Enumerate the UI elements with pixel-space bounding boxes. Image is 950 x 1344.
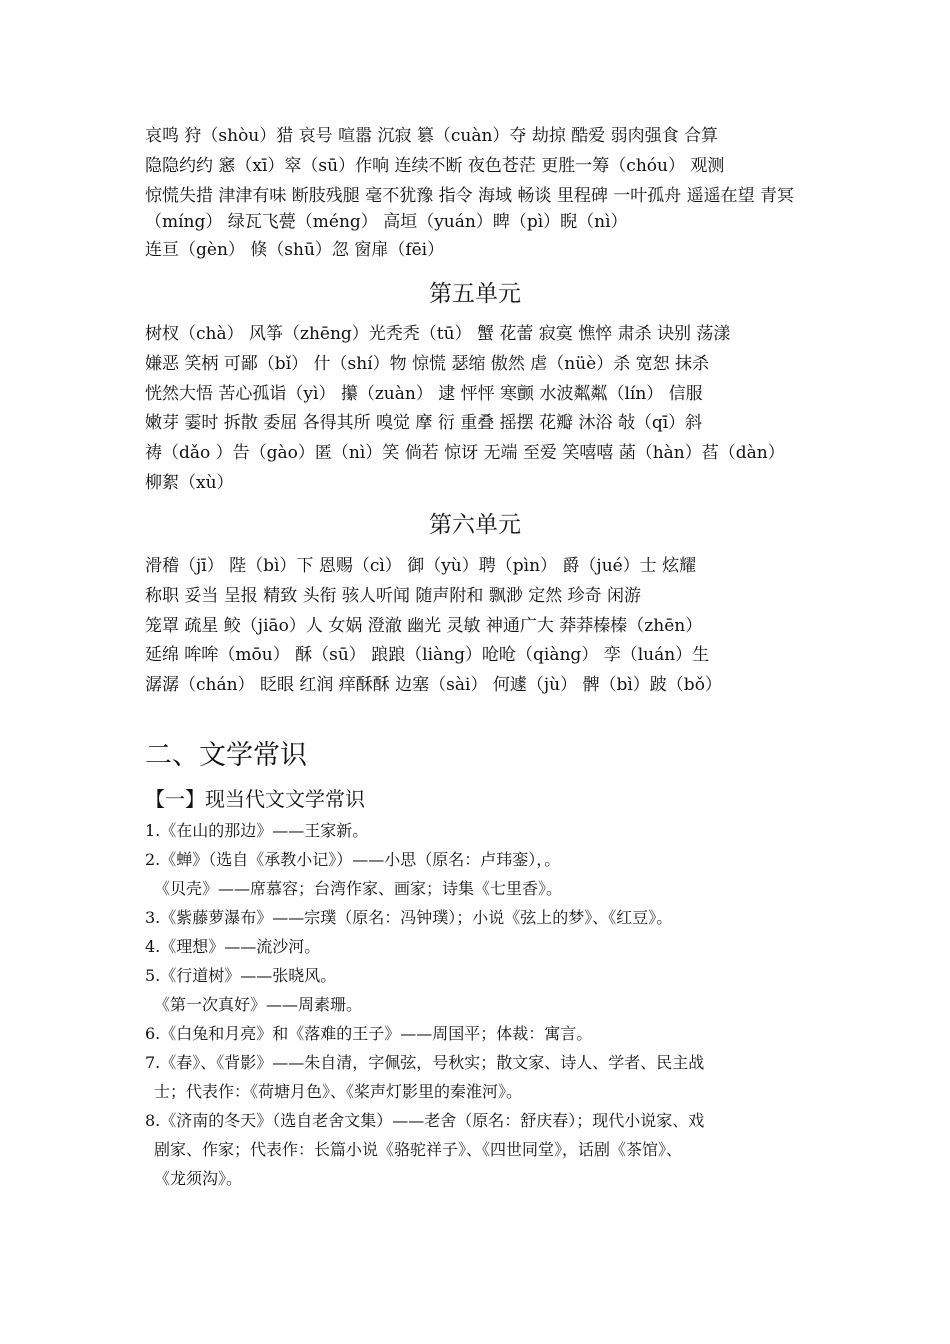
unit6-title: 第六单元 bbox=[429, 512, 521, 538]
literature-item: 《贝壳》——席慕容；台湾作家、画家；诗集《七里香》。 bbox=[154, 879, 563, 898]
literature-item: 7.《春》、《背影》——朱自清，字佩弦，号秋实；散文家、诗人、学者、民主战 士；代表作：《荷塘月色》、《桨声灯影里的秦淮河》。 bbox=[145, 1053, 705, 1101]
unit5-line: 嫩芽 霎时 拆散 委屈 各得其所 嗅觉 摩 衍 重叠 摇摆 花瓣 沐浴 敧（qī）斜 bbox=[145, 413, 703, 433]
vocab-line: 隐隐约约 窸（xī）窣（sū）作响 连续不断 夜色苍茫 更胜一筹（chóu） 观测 bbox=[145, 156, 725, 176]
literature-item: 2.《蝉》（选自《承教小记》）——小思（原名：卢玮銮），。 bbox=[145, 850, 561, 869]
literature-item: 5.《行道树》——张晓风。 bbox=[145, 966, 337, 985]
unit5-line: 柳絮（xù） bbox=[145, 473, 234, 493]
unit6-line: 笼罩 疏星 鲛（jiāo）人 女娲 澄澈 幽光 灵敏 神通广大 莽莽榛榛（zhēn） bbox=[145, 616, 703, 636]
literature-item: 《龙须沟》。 bbox=[154, 1169, 243, 1188]
literature-list bbox=[145, 816, 810, 1193]
literature-item: 6.《白兔和月亮》和《落难的王子》——周国平；体裁：寓言。 bbox=[145, 1024, 593, 1043]
vocab-line: 惊慌失措 津津有味 断肢残腿 毫不犹豫 指令 海域 畅谈 里程碑 一叶孤舟 遥遥在望 青冥（míng） 绿瓦飞甍（méng） 高垣（yuán）睥（pì）睨（nì） bbox=[145, 186, 795, 232]
literature-item: 3.《紫藤萝瀑布》——宗璞（原名：冯钟璞）；小说《弦上的梦》、《红豆》。 bbox=[145, 908, 673, 927]
literature-item: 4.《理想》——流沙河。 bbox=[145, 937, 321, 956]
unit5-title: 第五单元 bbox=[429, 281, 521, 307]
unit5-line: 树杈（chà） 风筝（zhēng）光秃秃（tū） 蟹 花蕾 寂寞 憔悴 肃杀 诀别 荡漾 bbox=[145, 324, 731, 344]
unit5-line: 祷（dǎo ）告（gào）匿（nì）笑 倘若 惊讶 无端 至爱 笑嘻嘻 菡（hàn）萏（dàn） bbox=[145, 443, 785, 463]
unit5-line: 嫌恶 笑柄 可鄙（bǐ） 什（shí）物 惊慌 瑟缩 傲然 虐（nüè）杀 宽恕 抹杀 bbox=[145, 354, 710, 374]
unit5-line: 恍然大悟 苦心孤诣（yì） 攥（zuàn） 逮 怦怦 寒颤 水波粼粼（lín） 信服 bbox=[145, 384, 703, 404]
unit6-line: 称职 妥当 呈报 精致 头衔 骇人听闻 随声附和 飘渺 定然 珍奇 闲游 bbox=[145, 586, 642, 606]
unit6-line: 潺潺（chán） 眨眼 红润 痒酥酥 边塞（sài） 何遽（jù） 髀（bì）跛（bǒ） bbox=[145, 675, 722, 695]
unit6-line: 滑稽（jī） 陛（bì）下 恩赐（cì） 御（yù）聘（pìn） 爵（jué）士 炫耀 bbox=[145, 556, 697, 576]
vocab-line: 哀鸣 狩（shòu）猎 哀号 喧嚣 沉寂 篡（cuàn）夺 劫掠 酷爱 弱肉强食 合算 bbox=[145, 126, 719, 146]
section-subtitle: 【一】现当代文文学常识 bbox=[145, 787, 365, 811]
literature-item: 《第一次真好》——周素珊。 bbox=[154, 995, 363, 1014]
literature-item: 1.《在山的那边》——王家新。 bbox=[145, 821, 369, 840]
vocab-line: 连亘（gèn） 倏（shū）忽 窗扉（fēi） bbox=[145, 240, 445, 260]
literature-item: 8.《济南的冬天》（选自老舍文集）——老舍（原名：舒庆春）；现代小说家、戏 剧家、作家；代表作：长篇小说《骆驼祥子》、《四世同堂》，话剧《茶馆》、 bbox=[145, 1111, 705, 1159]
section-title: 二、文学常识 bbox=[145, 740, 307, 771]
unit6-line: 延绵 哞哞（mōu） 酥（sū） 踉踉（liàng）呛呛（qiàng） 孪（luán）生 bbox=[145, 645, 710, 665]
